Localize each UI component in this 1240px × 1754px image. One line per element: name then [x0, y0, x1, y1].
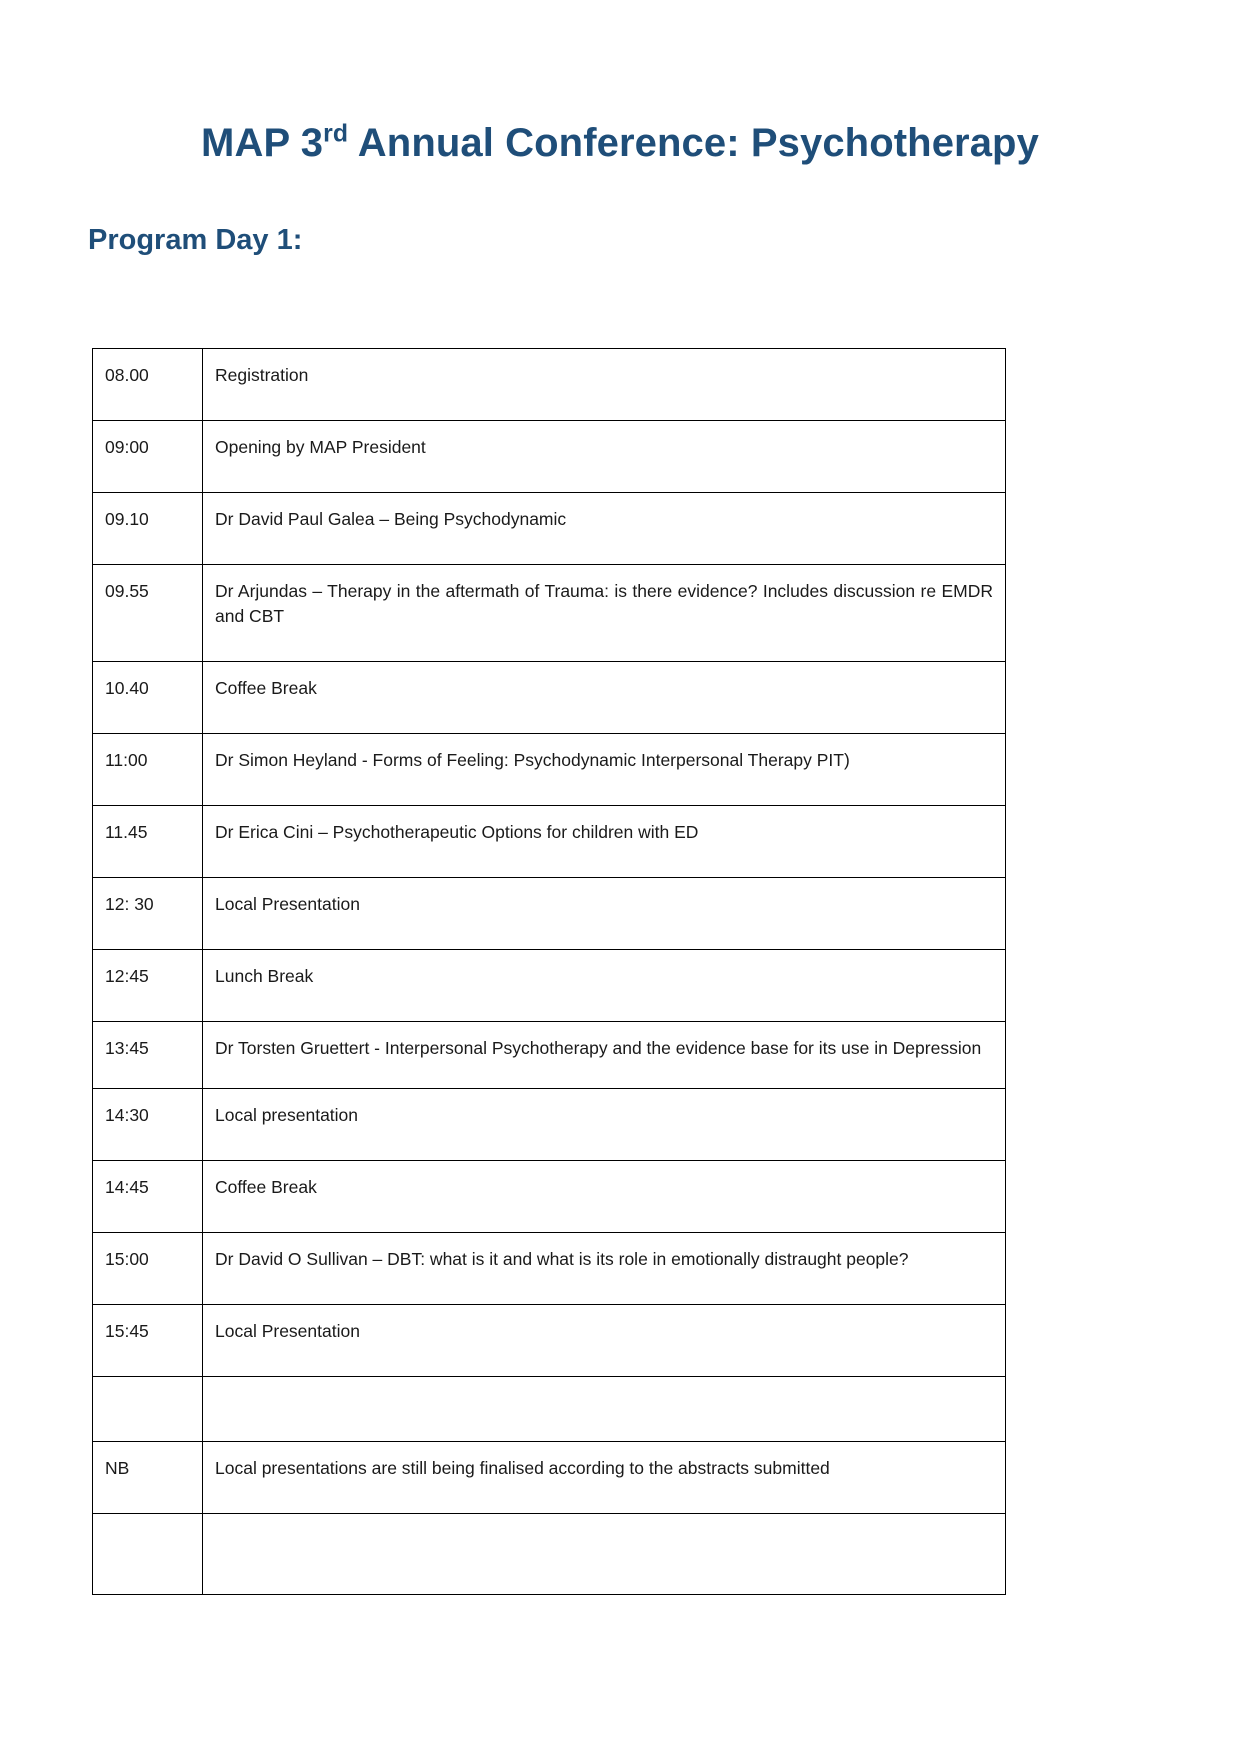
table-row	[93, 1442, 1006, 1514]
page-title-lead: MAP 3	[201, 120, 324, 165]
schedule-description-cell: Coffee Break	[203, 662, 1006, 734]
table-row	[93, 662, 1006, 734]
table-row	[93, 349, 1006, 421]
schedule-time-cell: 09.10	[93, 493, 203, 565]
page-title-ordinal-suffix: rd	[323, 120, 349, 148]
table-row	[93, 878, 1006, 950]
schedule-description-cell: Local Presentation	[203, 1305, 1006, 1377]
schedule-time-cell: 10.40	[93, 662, 203, 734]
schedule-description-cell: Dr Arjundas – Therapy in the aftermath of Trauma: is there evidence? Includes discussion re EMDR and CBT	[203, 565, 1006, 662]
table-row	[93, 950, 1006, 1022]
schedule-time-cell: 14:45	[93, 1161, 203, 1233]
schedule-time-cell	[93, 1377, 203, 1442]
table-row	[93, 1305, 1006, 1377]
schedule-description-cell: Registration	[203, 349, 1006, 421]
schedule-time-cell: 11.45	[93, 806, 203, 878]
schedule-time-cell: 14:30	[93, 1089, 203, 1161]
table-row	[93, 1233, 1006, 1305]
schedule-time-cell: 08.00	[93, 349, 203, 421]
table-row	[93, 1377, 1006, 1442]
schedule-time-cell: 12:45	[93, 950, 203, 1022]
program-schedule-table	[92, 348, 1006, 1595]
schedule-time-cell: 12: 30	[93, 878, 203, 950]
schedule-time-cell: 09.55	[93, 565, 203, 662]
schedule-description-cell: Local presentations are still being finalised according to the abstracts submitted	[203, 1442, 1006, 1514]
schedule-description-cell: Local presentation	[203, 1089, 1006, 1161]
schedule-table-container	[92, 348, 1006, 1595]
schedule-description-cell: Local Presentation	[203, 878, 1006, 950]
page-title	[0, 119, 1240, 167]
table-row	[93, 493, 1006, 565]
schedule-time-cell: 15:00	[93, 1233, 203, 1305]
schedule-description-cell: Dr Torsten Gruettert - Interpersonal Psychotherapy and the evidence base for its use in Depression	[203, 1022, 1006, 1089]
schedule-description-cell: Dr David Paul Galea – Being Psychodynamic	[203, 493, 1006, 565]
table-row	[93, 734, 1006, 806]
schedule-time-cell: 15:45	[93, 1305, 203, 1377]
schedule-description-cell	[203, 1377, 1006, 1442]
table-row	[93, 421, 1006, 493]
schedule-table-body	[93, 349, 1006, 1595]
schedule-description-cell: Coffee Break	[203, 1161, 1006, 1233]
schedule-time-cell: 09:00	[93, 421, 203, 493]
table-row	[93, 1022, 1006, 1089]
schedule-time-cell	[93, 1514, 203, 1595]
page-title-tail: Annual Conference: Psychotherapy	[348, 120, 1039, 165]
schedule-time-cell: 13:45	[93, 1022, 203, 1089]
schedule-description-cell: Lunch Break	[203, 950, 1006, 1022]
schedule-time-cell: 11:00	[93, 734, 203, 806]
schedule-description-cell	[203, 1514, 1006, 1595]
schedule-description-cell: Dr Simon Heyland - Forms of Feeling: Psychodynamic Interpersonal Therapy PIT)	[203, 734, 1006, 806]
table-row	[93, 565, 1006, 662]
table-row	[93, 806, 1006, 878]
table-row	[93, 1161, 1006, 1233]
schedule-description-cell: Dr David O Sullivan – DBT: what is it and what is its role in emotionally distraught people?	[203, 1233, 1006, 1305]
schedule-time-cell: NB	[93, 1442, 203, 1514]
table-row	[93, 1514, 1006, 1595]
schedule-description-cell: Opening by MAP President	[203, 421, 1006, 493]
table-row	[93, 1089, 1006, 1161]
schedule-description-cell: Dr Erica Cini – Psychotherapeutic Options for children with ED	[203, 806, 1006, 878]
program-day-subtitle: Program Day 1:	[88, 224, 303, 257]
